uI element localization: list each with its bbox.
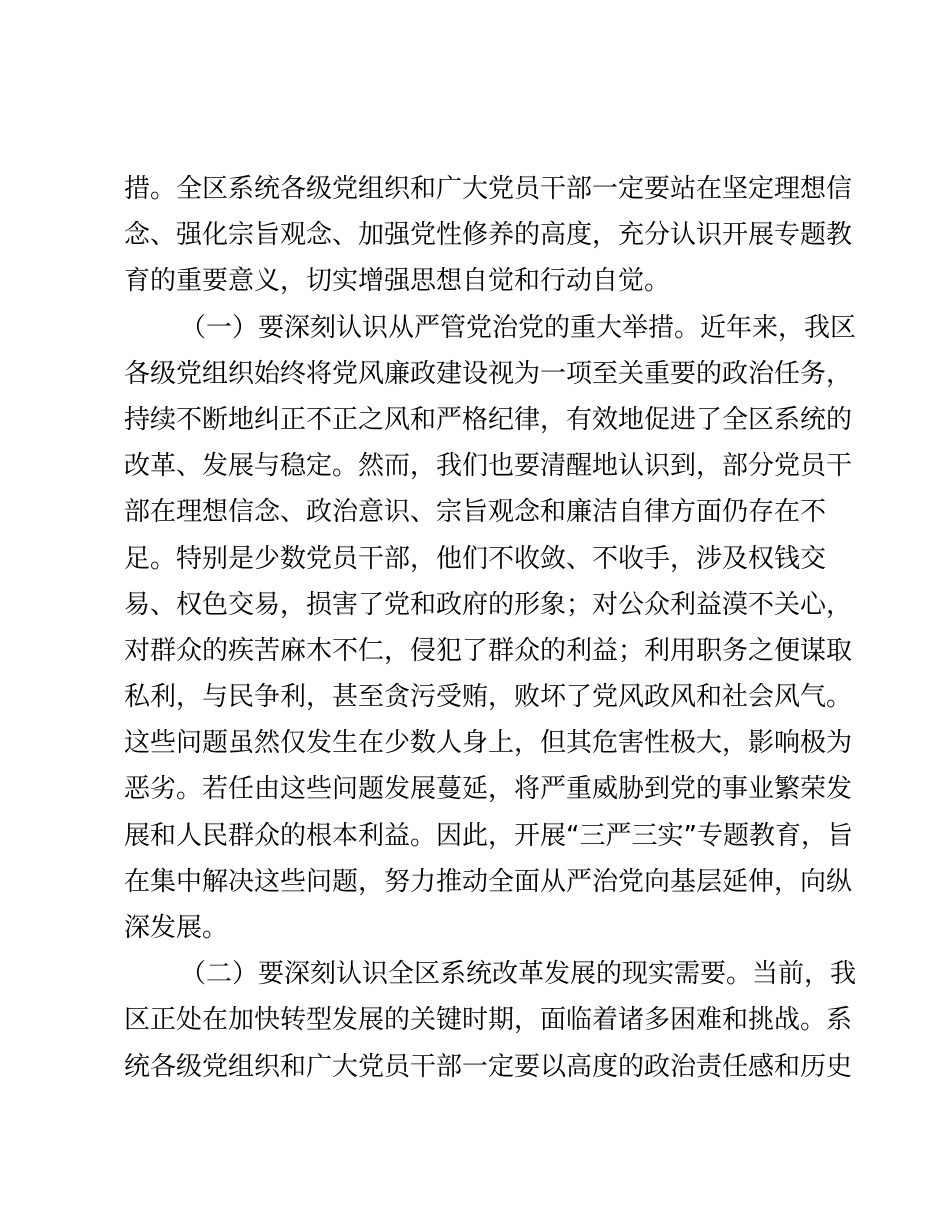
text-line: 持续不断地纠正不正之风和严格纪律，有效地促进了全区系统的 — [124, 404, 853, 435]
text-line: 部在理想信念、政治意识、宗旨观念和廉洁自律方面仍存在不 — [124, 497, 827, 528]
text-line: 统各级党组织和广大党员干部一定要以高度的政治责任感和历史 — [124, 1051, 853, 1082]
text-line: 改革、发展与稳定。然而，我们也要清醒地认识到，部分党员干 — [124, 451, 853, 482]
text-line: 措。全区系统各级党组织和广大党员干部一定要站在坚定理想信 — [124, 174, 853, 204]
text-line: 易、权色交易，损害了党和政府的形象；对公众利益漠不关心， — [124, 589, 853, 620]
text-line: 念、强化宗旨观念、加强党性修养的高度，充分认识开展专题教 — [124, 220, 853, 251]
text-line: 区正处在加快转型发展的关键时期，面临着诸多困难和挑战。系 — [124, 1005, 853, 1036]
text-line: 恶劣。若任由这些问题发展蔓延，将严重威胁到党的事业繁荣发 — [124, 774, 853, 805]
section-heading-line: （一）要深刻认识从严管党治党的重大举措。近年来，我区 — [180, 312, 857, 343]
text-line: 各级党组织始终将党风廉政建设视为一项至关重要的政治任务， — [124, 358, 853, 389]
section-heading-line: （二）要深刻认识全区系统改革发展的现实需要。当前，我 — [180, 959, 857, 990]
text-line: 这些问题虽然仅发生在少数人身上，但其危害性极大，影响极为 — [124, 728, 853, 759]
text-line: 对群众的疾苦麻木不仁，侵犯了群众的利益；利用职务之便谋取 — [124, 635, 853, 666]
text-line: 育的重要意义，切实增强思想自觉和行动自觉。 — [124, 266, 671, 297]
text-line: 深发展。 — [124, 913, 229, 943]
text-line: 私利，与民争利，甚至贪污受贿，败坏了党风政风和社会风气。 — [124, 682, 853, 713]
text-line: 在集中解决这些问题，努力推动全面从严治党向基层延伸，向纵 — [124, 866, 853, 897]
text-line: 足。特别是少数党员干部，他们不收敛、不收手，涉及权钱交 — [124, 543, 827, 574]
text-line: 展和人民群众的根本利益。因此，开展“三严三实”专题教育，旨 — [124, 820, 853, 851]
document-body — [124, 166, 857, 1090]
